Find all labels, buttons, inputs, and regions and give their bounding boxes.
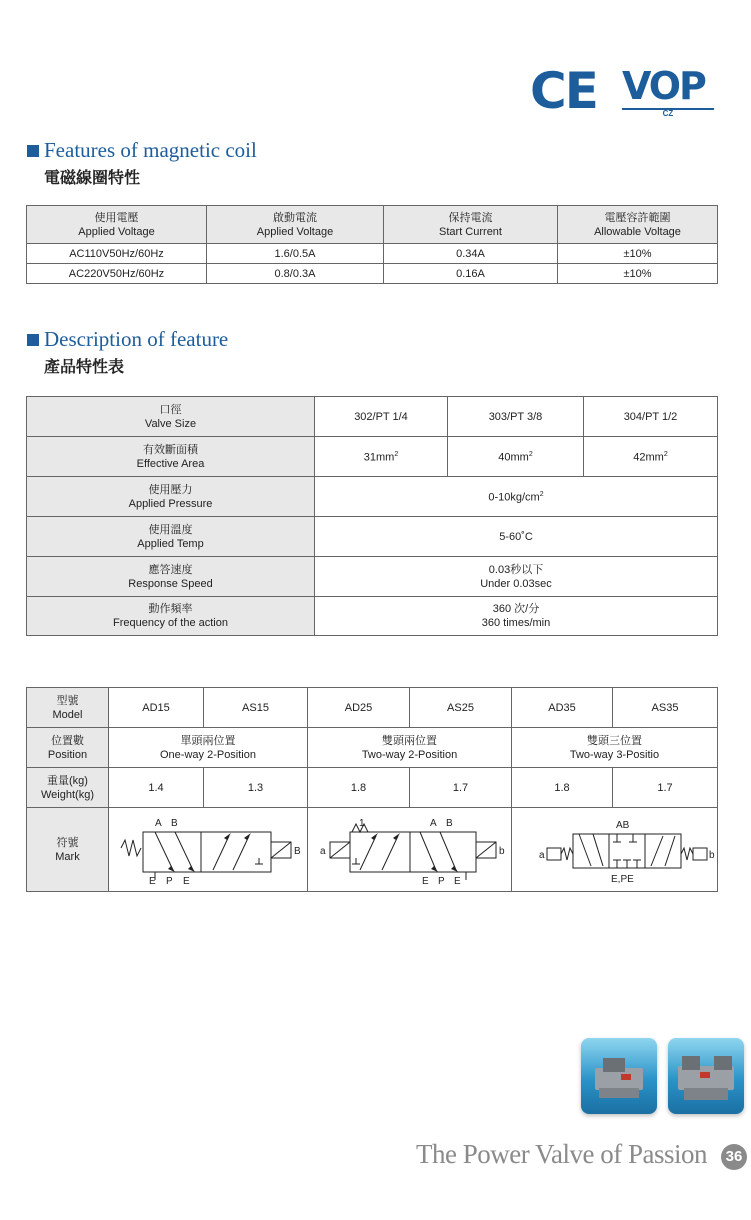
position-cell: 單頭兩位置 One-way 2-Position [109,728,308,768]
valve-symbol-1-icon [113,814,303,886]
svg-text:E: E [149,875,156,887]
coil-cell: AC110V50Hz/60Hz [27,244,207,264]
valve-product-icon [668,1038,744,1114]
table-row [27,768,718,808]
coil-header-cell: 保持電流 Start Current [384,206,558,244]
svg-text:B: B [171,817,178,829]
coil-cell: 1.6/0.5A [207,244,384,264]
weight-cell: 1.7 [410,768,512,808]
coil-cell: 0.8/0.3A [207,264,384,284]
certification-logos [530,62,730,122]
svg-text:A: A [155,817,162,829]
table-row [27,244,718,264]
model-label: 型號 Model [27,688,109,728]
weight-cell: 1.7 [613,768,718,808]
product-thumbnail[interactable] [668,1038,744,1114]
svg-text:a: a [319,845,326,857]
footer-slogan: The Power Valve of Passion [416,1139,707,1169]
symbol-two-way-3-position [512,808,718,892]
table-row [27,477,718,517]
model-cell: AD25 [308,688,410,728]
coil-header-cell: 啟動電流 Applied Voltage [207,206,384,244]
table-row [27,728,718,768]
svg-text:B: B [294,845,301,857]
svg-text:a: a [538,849,545,861]
applied-pressure-label: 使用壓力 Applied Pressure [27,477,315,517]
weight-cell: 1.8 [308,768,410,808]
svg-text:E: E [421,875,429,887]
weight-cell: 1.3 [204,768,308,808]
applied-temp-value: 5-60˚C [315,517,718,557]
effective-area-label: 有效斷面積 Effective Area [27,437,315,477]
valve-symbol-2-icon [312,814,508,886]
valve-product-icon [581,1038,657,1114]
svg-text:b: b [708,849,715,861]
coil-cell: ±10% [558,244,718,264]
effective-area-value: $42mm^2$ [584,437,718,477]
coil-section-title [27,138,257,188]
table-row [27,557,718,597]
svg-text:E: E [183,875,190,887]
table-row [27,437,718,477]
coil-title-en: Features of magnetic coil [44,138,257,162]
table-row [27,808,718,892]
symbol-one-way-2-position [109,808,308,892]
svg-text:A: A [429,817,437,829]
frequency-value: 360 次/分 360 times/min [315,597,718,636]
table-row [27,517,718,557]
svg-text:B: B [445,817,453,829]
weight-label: 重量(kg) Weight(kg) [27,768,109,808]
table-row [27,597,718,636]
response-speed-label: 應答速度 Response Speed [27,557,315,597]
coil-cell: 0.34A [384,244,558,264]
model-cell: AD15 [109,688,204,728]
model-cell: AD35 [512,688,613,728]
symbol-two-way-2-position [308,808,512,892]
svg-text:AB: AB [615,819,629,831]
weight-cell: 1.8 [512,768,613,808]
valve-size-value: 303/PT 3/8 [448,397,584,437]
valve-size-value: 302/PT 1/4 [315,397,448,437]
feature-title-en: Description of feature [44,327,229,351]
square-bullet-icon [27,145,39,157]
coil-table [26,205,718,284]
applied-pressure-value: $0-10kg/cm^2$ [315,477,718,517]
model-cell: AS15 [204,688,308,728]
position-cell: 雙頭兩位置 Two-way 2-Position [308,728,512,768]
ce-mark-logo: CE [530,62,597,120]
feature-section-title [27,327,228,377]
applied-temp-label: 使用溫度 Applied Temp [27,517,315,557]
product-thumbnail[interactable] [581,1038,657,1114]
svg-text:b: b [498,845,505,857]
response-speed-value: 0.03秒以下 Under 0.03sec [315,557,718,597]
effective-area-value: $40mm^2$ [448,437,584,477]
svg-text:P: P [166,875,173,887]
table-row [27,264,718,284]
coil-title-zh: 電磁線圈特性 [44,168,141,187]
coil-header-row [27,206,718,244]
valve-size-label: 口徑 Valve Size [27,397,315,437]
model-table [26,687,718,892]
coil-header-cell: 使用電壓 Applied Voltage [27,206,207,244]
svg-text:P: P [437,875,445,887]
svg-text:1: 1 [358,817,365,829]
frequency-label: 動作頻率 Frequency of the action [27,597,315,636]
mark-label: 符號 Mark [27,808,109,892]
coil-cell: AC220V50Hz/60Hz [27,264,207,284]
svg-text:E: E [453,875,461,887]
vop-logo: VOP CZ [622,64,714,114]
feature-title-zh: 產品特性表 [44,357,125,376]
table-row [27,688,718,728]
position-label: 位置數 Position [27,728,109,768]
coil-cell: ±10% [558,264,718,284]
position-cell: 雙頭三位置 Two-way 3-Positio [512,728,718,768]
feature-table [26,396,718,636]
effective-area-value: $31mm^2$ [315,437,448,477]
model-cell: AS35 [613,688,718,728]
valve-size-value: 304/PT 1/2 [584,397,718,437]
square-bullet-icon [27,334,39,346]
coil-header-cell: 電壓容許範圍 Allowable Voltage [558,206,718,244]
model-cell: AS25 [410,688,512,728]
weight-cell: 1.4 [109,768,204,808]
table-row [27,397,718,437]
coil-cell: 0.16A [384,264,558,284]
svg-text:E,PE: E,PE [610,873,634,885]
page-number: 36 [721,1144,747,1170]
valve-symbol-3-icon [517,814,713,886]
